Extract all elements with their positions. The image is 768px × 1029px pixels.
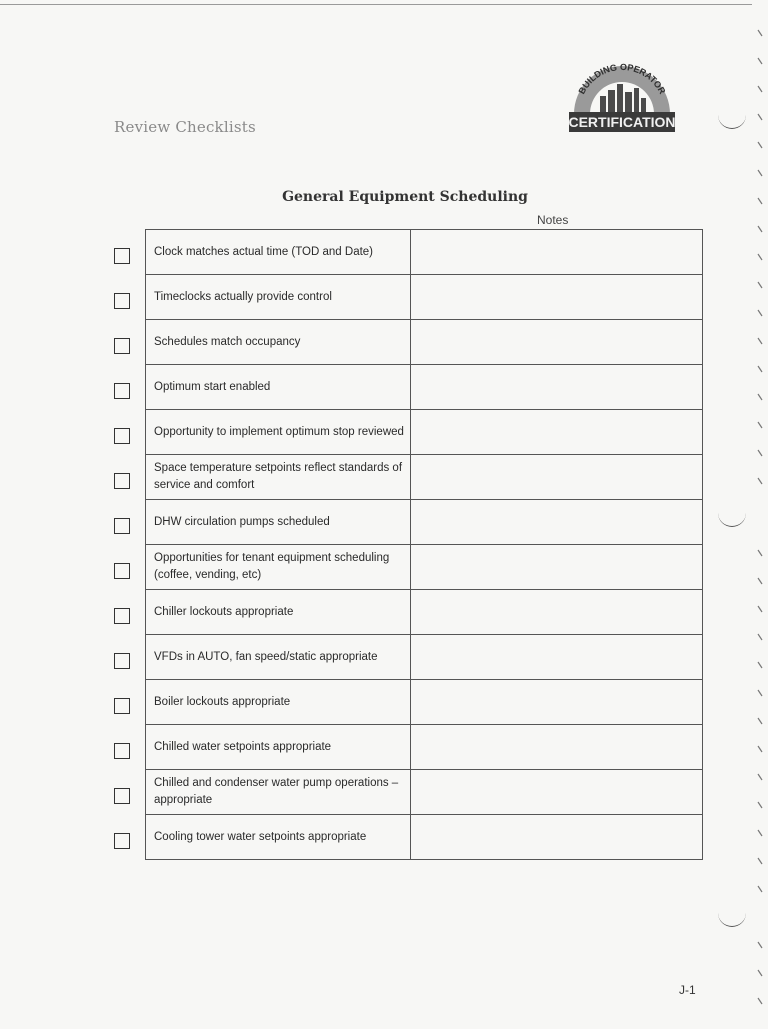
checkbox[interactable] <box>114 473 130 489</box>
binder-ring-margin <box>752 0 768 1024</box>
checklist-item-label: Optimum start enabled <box>146 365 411 410</box>
certification-logo <box>566 62 678 136</box>
top-rule <box>0 4 752 5</box>
notes-cell[interactable] <box>411 545 703 590</box>
checkbox[interactable] <box>114 338 130 354</box>
notes-cell[interactable] <box>411 590 703 635</box>
binder-ring-icon <box>718 910 746 927</box>
city-skyline-icon <box>600 84 646 114</box>
checklist-row <box>146 545 703 590</box>
notes-column-header: Notes <box>537 213 569 227</box>
logo-arc-text: BUILDING OPERATOR <box>576 62 668 96</box>
checklist-row <box>146 590 703 635</box>
notes-cell[interactable] <box>411 725 703 770</box>
checklist-item-label: DHW circulation pumps scheduled <box>146 500 411 545</box>
checklist-item-label: VFDs in AUTO, fan speed/static appropriate <box>146 635 411 680</box>
checkbox[interactable] <box>114 563 130 579</box>
notes-cell[interactable] <box>411 500 703 545</box>
binder-ring-icon <box>718 510 746 527</box>
binder-ring-icon <box>718 112 746 129</box>
logo-banner-text: CERTIFICATION <box>568 114 676 130</box>
notes-cell[interactable] <box>411 365 703 410</box>
checklist-table <box>145 229 703 860</box>
section-title: Review Checklists <box>114 118 256 136</box>
checkbox[interactable] <box>114 833 130 849</box>
checklist-row <box>146 680 703 725</box>
checklist-item-label: Chiller lockouts appropriate <box>146 590 411 635</box>
checklist-row <box>146 500 703 545</box>
page-number: J-1 <box>679 983 696 997</box>
notes-cell[interactable] <box>411 410 703 455</box>
checklist-row <box>146 410 703 455</box>
checklist-row <box>146 455 703 500</box>
notes-cell[interactable] <box>411 815 703 860</box>
checkbox[interactable] <box>114 653 130 669</box>
checklist-row <box>146 365 703 410</box>
checklist-item-label: Boiler lockouts appropriate <box>146 680 411 725</box>
notes-cell[interactable] <box>411 455 703 500</box>
checkbox[interactable] <box>114 518 130 534</box>
checklist-row <box>146 230 703 275</box>
checklist-item-label: Clock matches actual time (TOD and Date) <box>146 230 411 275</box>
notes-cell[interactable] <box>411 230 703 275</box>
checkbox[interactable] <box>114 248 130 264</box>
checklist-item-label: Schedules match occupancy <box>146 320 411 365</box>
notes-cell[interactable] <box>411 320 703 365</box>
checklist-row <box>146 635 703 680</box>
checklist-row <box>146 320 703 365</box>
checkbox[interactable] <box>114 788 130 804</box>
checkbox[interactable] <box>114 383 130 399</box>
checkbox[interactable] <box>114 428 130 444</box>
checklist-item-label: Opportunity to implement optimum stop reviewed <box>146 410 411 455</box>
checklist-item-label: Space temperature setpoints reflect standards of service and comfort <box>146 455 411 500</box>
checklist-row <box>146 770 703 815</box>
checklist-item-label: Cooling tower water setpoints appropriate <box>146 815 411 860</box>
checklist-item-label: Chilled and condenser water pump operations – appropriate <box>146 770 411 815</box>
checklist-row <box>146 815 703 860</box>
checklist-item-label: Timeclocks actually provide control <box>146 275 411 320</box>
notes-cell[interactable] <box>411 635 703 680</box>
notes-cell[interactable] <box>411 680 703 725</box>
checkbox[interactable] <box>114 743 130 759</box>
binder-ticks <box>752 0 768 1024</box>
document-title: General Equipment Scheduling <box>282 189 528 205</box>
checklist-row <box>146 725 703 770</box>
notes-cell[interactable] <box>411 275 703 320</box>
checklist-item-label: Chilled water setpoints appropriate <box>146 725 411 770</box>
checklist-item-label: Opportunities for tenant equipment scheduling (coffee, vending, etc) <box>146 545 411 590</box>
checkbox[interactable] <box>114 698 130 714</box>
checkbox[interactable] <box>114 293 130 309</box>
checklist-row <box>146 275 703 320</box>
notes-cell[interactable] <box>411 770 703 815</box>
checkbox[interactable] <box>114 608 130 624</box>
